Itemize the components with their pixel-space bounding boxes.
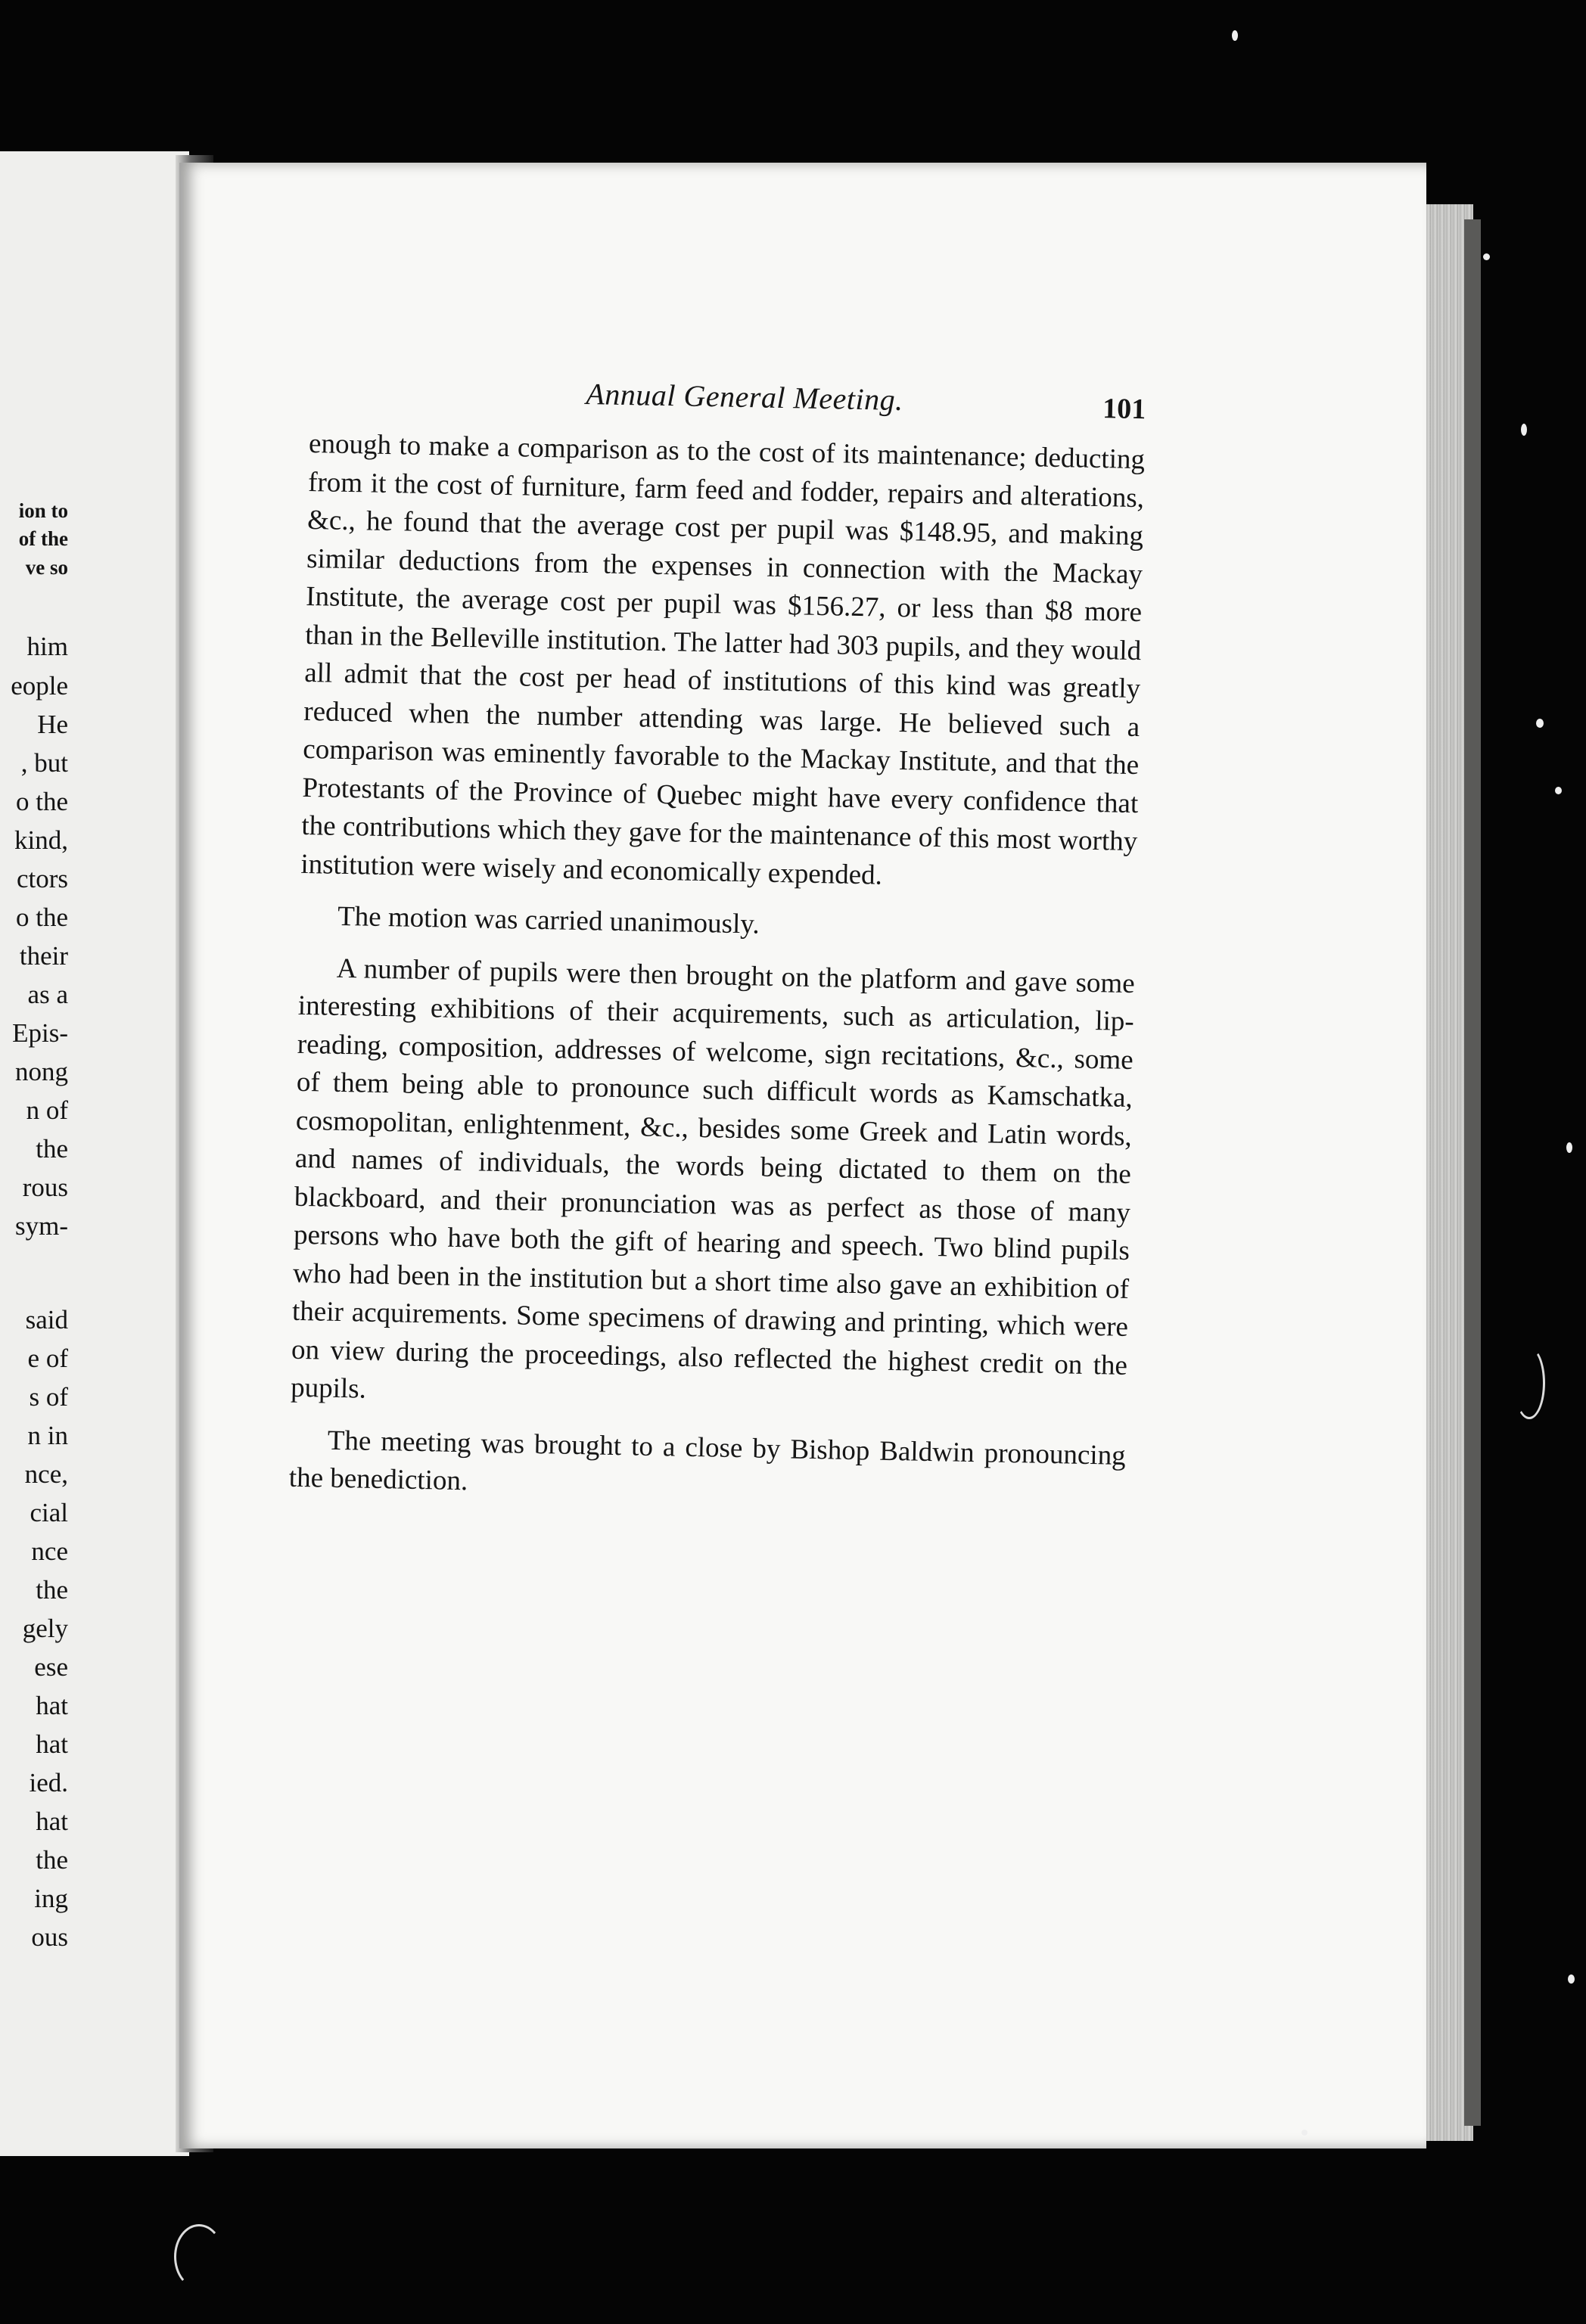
hair-mark [1513,1347,1545,1419]
left-line: said [25,1305,68,1334]
dust-speck [1568,1974,1575,1984]
left-line: ing [34,1884,68,1913]
left-line: gely [22,1614,68,1643]
left-line: ve so [25,556,68,579]
left-line: o the [15,903,68,932]
left-line: ion to [18,499,68,522]
dust-speck [1555,787,1562,794]
page-content [288,371,1146,1513]
left-line: ctors [16,864,68,893]
left-line: n in [27,1421,68,1450]
dust-speck [1536,719,1544,728]
paragraph: The meeting was brought to a close by Bishop Baldwin pronouncing the benediction. [288,1425,1127,1497]
left-line: eople [11,671,68,701]
book-cover-edge [1464,219,1481,2126]
left-line: their [19,941,68,971]
left-line: hat [36,1729,68,1759]
left-line: of the [18,527,68,550]
paragraph: The motion was carried unanimously. [337,900,760,940]
paragraph: A number of pupils were then brought on the platform and gave some interesting exhibitions of their acquirements, such as articulation, lip-reading, composition, addresses of welcome, sign recitations, &c., some of them being able to pronounce such difficult words as Kamschatka, cosmopolitan, enlightenment, &c., besides some Greek and Latin words, and names of individuals, the words being dictated to them on the blackboard, and their pronunciation was as perfect as those of many persons who have both the gift of hearing and speech. Two blind pupils who had been in the institution but a short time also gave an exhibition of their acquirements. Some specimens of drawing and printing, which were on view during the proceedings, also reflected the highest credit on the pupils. [290,952,1136,1405]
dust-speck [1521,424,1527,436]
left-line: o the [15,787,68,816]
left-line: sym- [15,1211,68,1241]
left-page-text [0,151,189,2156]
left-line: the [36,1575,68,1605]
left-line: , but [20,748,68,778]
left-line: rous [22,1173,68,1202]
left-line: He [37,710,68,739]
dust-speck [1566,1142,1572,1153]
hair-mark [174,2224,224,2289]
left-line: s of [29,1382,68,1412]
running-head: Annual General Meeting. [586,377,904,418]
left-line: ied. [29,1768,68,1797]
left-line: him [26,632,68,661]
left-line: nce [31,1536,68,1566]
left-line: the [36,1845,68,1875]
left-line: cial [30,1498,68,1527]
left-line: nong [15,1057,68,1086]
left-line: the [36,1134,68,1164]
left-line: hat [36,1807,68,1836]
left-line: ese [34,1652,68,1682]
paragraph: enough to make a comparison as to the cost of its maintenance; deducting from it the cost of furniture, farm feed and fodder, repairs and alterations, &c., he found that the average cost per pupil was $148.95, and making similar deductions from the expenses in connection with the Mackay Institute, the average cost per pupil was $156.27, or less than $8 more than in the Belleville institution. The latter had 303 pupils, and they would all admit that the cost per head of institutions of this kind was greatly reduced when the number attending was large. He believed such a comparison was eminently favorable to the Mackay Institute, and that the Protestants of the Province of Quebec might have every confidence that the contributions which they gave for the maintenance of this most worthy institution were wisely and economically expended. [300,427,1146,891]
left-line: hat [36,1691,68,1720]
left-line: e of [27,1344,68,1373]
left-line: kind, [14,825,68,855]
dust-speck [1483,253,1490,260]
dust-speck [1232,30,1238,41]
left-facing-page [0,151,189,2156]
left-line: nce, [24,1459,68,1489]
left-line: as a [27,980,68,1009]
left-line: Epis- [12,1018,68,1048]
left-line: n of [26,1095,68,1125]
left-line: ous [31,1922,68,1952]
page-number: 101 [1102,393,1146,426]
dust-speck [1301,2130,1308,2136]
